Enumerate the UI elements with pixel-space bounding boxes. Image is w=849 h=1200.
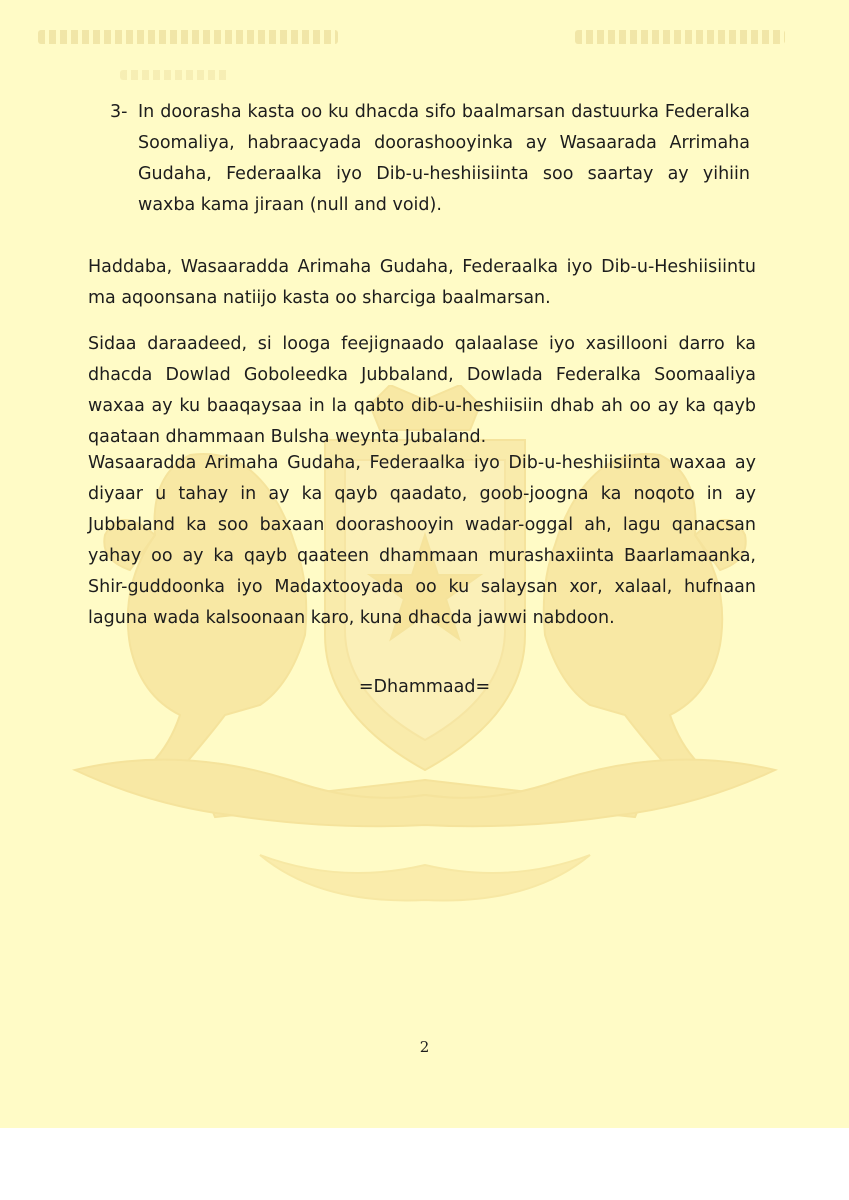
paragraph-3: Wasaaradda Arimaha Gudaha, Federaalka iyo Dib-u-heshiisiinta waxaa ay diyaar u tahay in ay ka qayb qaadato, goob-joogna ka noqoto in ay Jubbaland ka soo baxaan doorashooyin wadar-oggal ah, lagu qanacsan yahay oo ay ka qayb qaateen dhammaan murashaxiinta Baarlamaanka, Shir-guddoonka iyo Madaxtooyada oo ku salaysan xor, xalaal, hufnaan laguna wada kalsoonaan karo, kuna dhacda jawwi nabdoon. <box>88 453 756 628</box>
scan-bottom-margin <box>0 1128 849 1200</box>
paragraph-1: Haddaba, Wasaaradda Arimaha Gudaha, Federaalka iyo Dib-u-Heshiisiintu ma aqoonsana natiijo kasta oo sharciga baalmarsan. <box>88 257 756 308</box>
numbered-point-3 <box>110 97 750 221</box>
page-number: 2 <box>419 1038 430 1056</box>
paragraph-2: Sidaa daraadeed, si looga feejignaado qalaalase iyo xasillooni darro ka dhacda Dowlad Goboleedka Jubbaland, Dowlada Federalka Soomaaliya waxaa ay ku baaqaysaa in la qabto dib-u-heshiisiin dhab ah oo ay ka qayb qaataan dhammaan Bulsha weynta Jubaland. <box>88 334 756 447</box>
point-text: In doorasha kasta oo ku dhacda sifo baalmarsan dastuurka Federalka Soomaliya, habraacyada doorashooyinka ay Wasaarada Arrimaha Gudaha, Federaalka iyo Dib-u-heshiisiinta soo saartay ay yihiin waxba kama jiraan (null and void). <box>138 102 750 215</box>
point-number: 3- <box>110 102 128 122</box>
closing-mark: =Dhammaad= <box>358 677 491 697</box>
